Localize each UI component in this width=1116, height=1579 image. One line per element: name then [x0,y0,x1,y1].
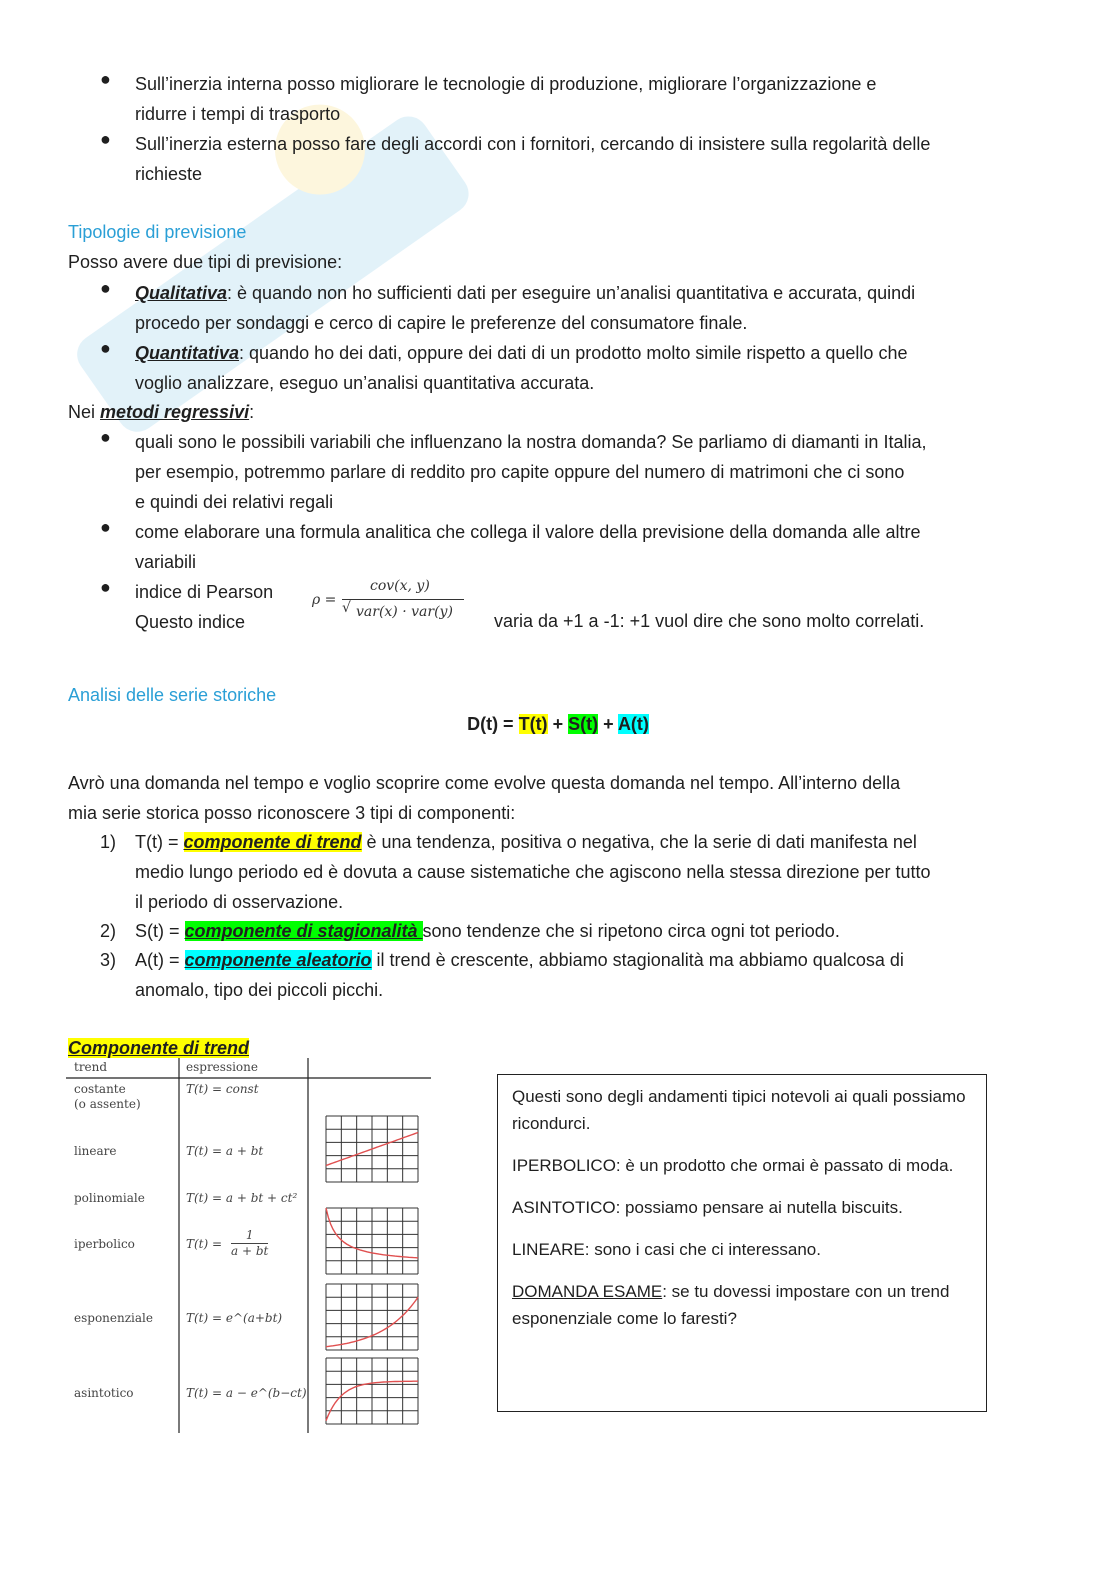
bullet-dot: ● [100,129,111,149]
list-item: quali sono le possibili variabili che influenzano la nostra domanda? Se parliamo di diamanti in Italia, per esempio, potremmo parlare di reddito pro capite oppure del numero di matrimoni che ci sono e quindi dei relativi regali [135,432,927,512]
bullet-dot: ● [100,427,111,447]
row-expr: T(t) = a − e^(b−ct) [186,1386,307,1400]
row-expr: T(t) = const [186,1082,259,1096]
col-header-espressione: espressione [186,1060,258,1074]
row-expr: T(t) = a + bt + ct² [186,1191,298,1205]
list-item-aleatorio: A(t) = componente aleatorio il trend è crescente, abbiamo stagionalità ma abbiamo qualcosa di anomalo, tipo dei piccoli picchi. [135,950,904,1000]
list-item: Sull’inerzia interna posso migliorare le tecnologie di produzione, migliorare l’organizzazione e ridurre i tempi di trasporto [135,74,877,124]
bullet-dot: ● [100,338,111,358]
list-number: 1) [100,832,117,852]
list-number: 3) [100,950,117,970]
section-heading-serie: Analisi delle serie storiche [68,685,277,705]
asintotico-plot [326,1358,418,1424]
col-header-trend: trend [74,1060,108,1074]
decomposition-equation: D(t) = T(t) + S(t) + A(t) [467,714,649,734]
note-p4: LINEARE: sono i casi che ci interessano. [512,1240,821,1259]
list-item-qualitativa: Qualitativa: è quando non ho sufficienti dati per eseguire un’analisi quantitativa e accurata, quindi procedo per sondaggi e cerco di capire le preferenze del consumatore finale. [135,283,916,333]
pearson-description: varia da +1 a -1: +1 vuol dire che sono molto correlati. [494,611,925,631]
list-item-trend: T(t) = componente di trend è una tendenza, positiva o negativa, che la serie di dati manifesta nel medio lungo periodo ed è dovuta a cause sistematiche che agiscono nella stessa direzione per tutto il periodo di osservazione. [135,832,931,912]
row-name: costante (o assente) [74,1082,141,1111]
metodi-intro: Nei metodi regressivi: [68,402,255,422]
list-item: Sull’inerzia esterna posso fare degli accordi con i fornitori, cercando di insistere sulla regolarità delle richieste [135,134,931,184]
bullet-dot: ● [100,517,111,537]
list-item: come elaborare una formula analitica che collega il valore della previsione della domanda alle altre variabili [135,522,921,572]
tipologie-intro: Posso avere due tipi di previsione: [68,252,343,272]
trend-table [66,1058,436,1438]
bullet-dot: ● [100,278,111,298]
serie-paragraph: Avrò una domanda nel tempo e voglio scoprire come evolve questa domanda nel tempo. All’interno della mia serie storica posso riconoscere 3 tipi di componenti: [68,773,901,823]
trend-section-heading: Componente di trend [68,1038,249,1058]
row-expr: T(t) = e^(a+bt) [186,1311,283,1325]
note-p2: IPERBOLICO: è un prodotto che ormai è passato di moda. [512,1156,954,1175]
row-name: iperbolico [74,1237,135,1251]
row-expr: T(t) = a + bt [186,1144,264,1158]
note-p5: DOMANDA ESAME: se tu dovessi impostare con un trend esponenziale come lo faresti? [512,1282,950,1328]
bullet-dot: ● [100,577,111,597]
esponenziale-plot [326,1284,418,1350]
note-box [497,1074,987,1412]
note-p1: Questi sono degli andamenti tipici notevoli ai quali possiamo ricondurci. [512,1087,966,1133]
row-expr-fraction: 1 a + bt [231,1228,269,1258]
list-item-stagionalita: S(t) = componente di stagionalità sono tendenze che si ripetono circa ogni tot periodo. [135,921,840,941]
row-name: lineare [74,1144,117,1158]
note-p3: ASINTOTICO: possiamo pensare ai nutella biscuits. [512,1198,903,1217]
pearson-formula: ρ = cov(x, y) √ var(x) · var(y) [312,578,472,633]
list-item-pearson: indice di Pearson Questo indice [135,582,274,632]
list-item-quantitativa: Quantitativa: quando ho dei dati, oppure dei dati di un prodotto molto simile rispetto a quello che voglio analizzare, eseguo un’analisi quantitativa accurata. [135,343,908,393]
lineare-plot [326,1116,418,1182]
row-name: polinomiale [74,1191,145,1205]
section-heading-tipologie: Tipologie di previsione [68,222,247,242]
row-name: asintotico [74,1386,134,1400]
iperbolico-plot [326,1208,418,1274]
row-name: esponenziale [74,1311,153,1325]
list-number: 2) [100,921,117,941]
row-expr: T(t) = [186,1237,223,1251]
bullet-dot: ● [100,69,111,89]
trend-plots [316,1058,436,1438]
